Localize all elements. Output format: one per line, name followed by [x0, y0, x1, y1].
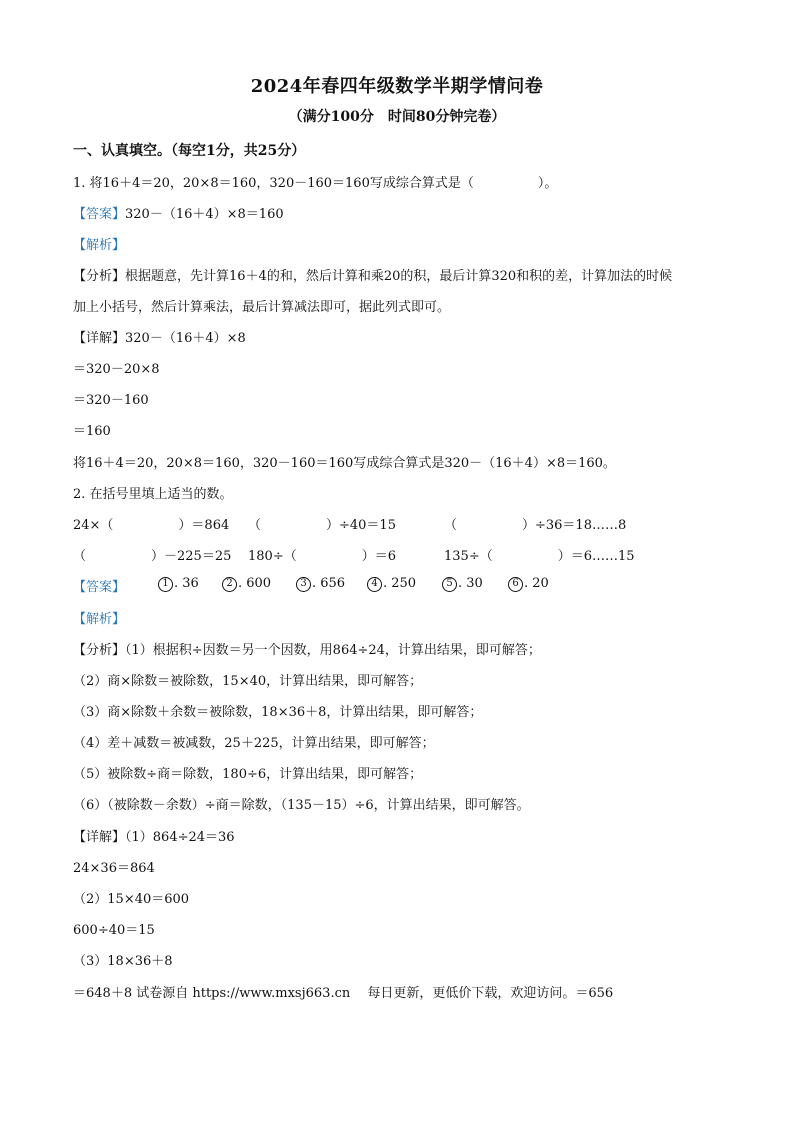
conclusion-text: 将16＋4＝20，20×8＝160，320－160＝160写成综合算式是320－（16＋4）×8＝160。: [73, 456, 616, 471]
answer-item: [158, 576, 199, 592]
answer-value: . 250: [383, 576, 417, 591]
analysis-tag: 【解析】: [73, 612, 126, 627]
blank-equation: 180÷（ ）＝6: [248, 549, 396, 564]
section-heading: 一、认真填空。（每空1分，共25分）: [73, 143, 306, 159]
fenxi-text-continued: 加上小括号，然后计算乘法，最后计算减法即可，据此列式即可。: [73, 300, 451, 315]
fenxi-text: （2）商×除数＝被除数，15×40，计算出结果，即可解答；: [73, 674, 423, 689]
xiangjie-step: （1）864÷24＝36: [125, 830, 235, 845]
xiangjie-step: 320－（16＋4）×8: [125, 331, 246, 346]
xiangjie-step: 600÷40＝15: [73, 923, 155, 938]
xiangjie-step: ＝160: [73, 424, 111, 439]
blank-equation: （ ）－225＝25: [73, 549, 232, 564]
answer-item: [296, 576, 345, 592]
fenxi-text: （4）差＋减数＝被减数，25＋225，计算出结果，即可解答；: [73, 736, 435, 751]
circled-number: 5: [442, 577, 457, 592]
fenxi-line: [73, 639, 541, 658]
answer-line-2: [73, 576, 125, 595]
blank-equation: （ ）÷40＝15: [248, 518, 396, 533]
circled-number: 3: [296, 577, 311, 592]
page-title: 2024年春四年级数学半期学情问卷: [250, 76, 544, 97]
xiangjie-line: [73, 327, 246, 346]
fenxi-line: [73, 265, 672, 284]
circled-number: 1: [158, 577, 173, 592]
answer-value: . 30: [458, 576, 483, 591]
analysis-tag: 【解析】: [73, 238, 126, 253]
question-2: 2. 在括号里填上适当的数。: [73, 487, 233, 502]
xiangjie-step: ＝320－20×8: [73, 362, 160, 377]
xiangjie-line: [73, 826, 235, 845]
blank-equation: 24×（ ）＝864: [73, 518, 230, 533]
question-1: [73, 172, 557, 191]
xiangjie-step: （2）15×40＝600: [73, 892, 190, 907]
answer-item: [508, 576, 549, 592]
answer-tag: 【答案】: [73, 580, 126, 595]
answer-value: . 20: [524, 576, 549, 591]
xiangjie-step-with-source: ＝648＋8 试卷源自 https://www.mxsj663.cn 每日更新，更低价下载，欢迎访问。＝656: [73, 986, 614, 1001]
xiangjie-step: （3）18×36＋8: [73, 954, 173, 969]
answer-line-1: [73, 203, 284, 222]
question-1-text-end: ）。: [537, 176, 558, 191]
fenxi-text: （1）根据积÷因数＝另一个因数，用864÷24，计算出结果，即可解答；: [125, 643, 541, 658]
xiangjie-step: 24×36＝864: [73, 861, 155, 876]
answer-text: 320－（16＋4）×8＝160: [125, 207, 284, 222]
answer-value: . 36: [174, 576, 199, 591]
answer-item: [367, 576, 416, 592]
page-subtitle: （满分100分 时间80分钟完卷）: [288, 109, 506, 125]
fenxi-text: 根据题意，先计算16＋4的和，然后计算和乘20的积，最后计算320和积的差，计算加法的时候: [125, 269, 673, 284]
answer-tag: 【答案】: [73, 207, 126, 222]
fenxi-text: （5）被除数÷商＝除数，180÷6，计算出结果，即可解答；: [73, 767, 423, 782]
blank-equation: （ ）÷36＝18……8: [444, 518, 627, 533]
xiangjie-tag: 【详解】: [73, 331, 126, 346]
xiangjie-tag: 【详解】: [73, 830, 126, 845]
circled-number: 4: [367, 577, 382, 592]
question-1-text: 1. 将16＋4＝20，20×8＝160，320－160＝160写成综合算式是（: [73, 176, 474, 191]
answer-item: [442, 576, 483, 592]
answer-value: . 656: [312, 576, 346, 591]
xiangjie-step: ＝320－160: [73, 393, 149, 408]
circled-number: 2: [222, 577, 237, 592]
fenxi-tag: 【分析】: [73, 643, 126, 658]
blank-equation: 135÷（ ）＝6……15: [444, 549, 635, 564]
answer-item: [222, 576, 271, 592]
fenxi-text: （3）商×除数＋余数＝被除数，18×36＋8，计算出结果，即可解答；: [73, 705, 483, 720]
circled-number: 6: [508, 577, 523, 592]
fenxi-text: （6）（被除数－余数）÷商＝除数，（135－15）÷6，计算出结果，即可解答。: [73, 798, 530, 813]
answer-value: . 600: [238, 576, 272, 591]
fenxi-tag: 【分析】: [73, 269, 126, 284]
